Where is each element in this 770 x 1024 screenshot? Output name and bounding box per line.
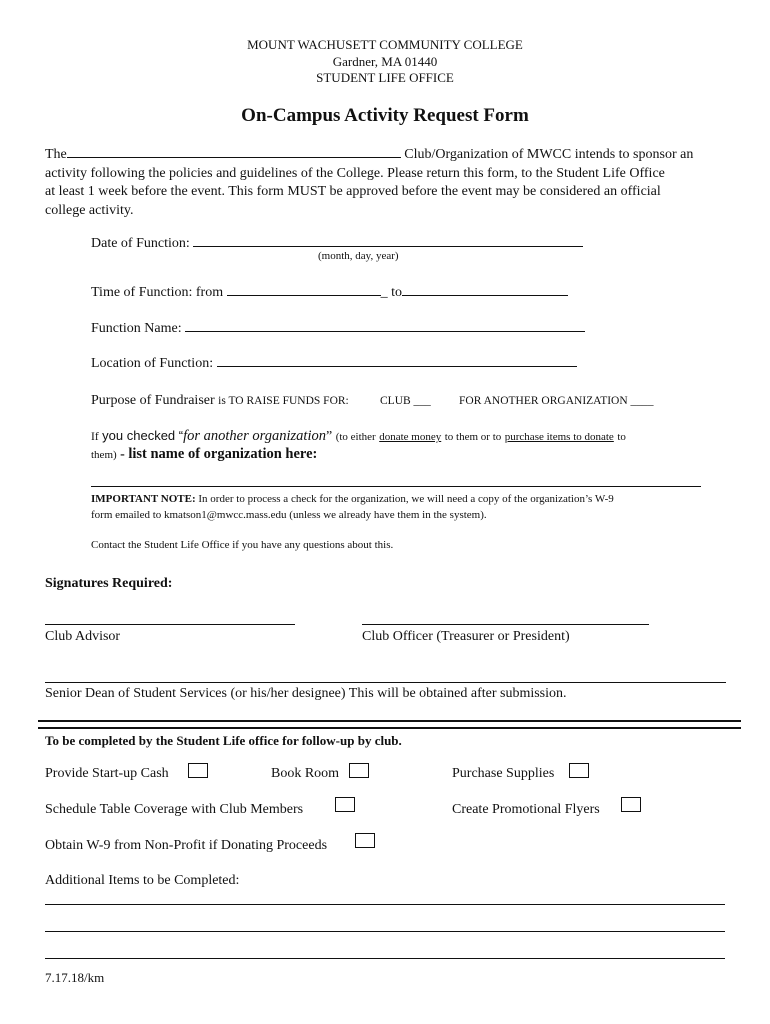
senior-dean-label: Senior Dean of Student Services (or his/her designee) This will be obtained after submission.: [45, 686, 567, 701]
checked-close-quote: ”: [325, 429, 333, 444]
intro-line-4: college activity.: [45, 202, 134, 218]
intro-line-1: [45, 143, 735, 165]
function-name-row: [91, 317, 585, 337]
purpose-other-option[interactable]: FOR ANOTHER ORGANIZATION ____: [459, 395, 654, 407]
footer-code: 7.17.18/km: [45, 970, 105, 985]
club-advisor-signature-line[interactable]: [45, 624, 295, 625]
checked-for-another: for another organization: [183, 428, 326, 444]
college-city: Gardner, MA 01440: [332, 54, 438, 69]
date-row: [91, 232, 583, 252]
location-field[interactable]: [217, 352, 577, 367]
org-name-line[interactable]: [91, 486, 701, 487]
checked-to: to: [617, 431, 626, 443]
checked-if: If: [91, 431, 99, 443]
checked-you-checked: you checked “: [102, 428, 184, 443]
time-from-label: Time of Function: from: [91, 285, 224, 300]
club-officer-label: Club Officer (Treasurer or President): [362, 629, 570, 644]
date-hint: (month, day, year): [318, 250, 399, 262]
checked-line-2: [91, 446, 317, 463]
intro-the: The: [45, 147, 67, 162]
startup-cash-checkbox[interactable]: [188, 763, 208, 778]
location-row: [91, 352, 577, 372]
club-advisor-label: Club Advisor: [45, 629, 121, 644]
promo-flyers-label: Create Promotional Flyers: [452, 802, 600, 817]
office-name: STUDENT LIFE OFFICE: [316, 70, 454, 85]
intro-line-3: at least 1 week before the event. This form MUST be approved before the event may be considered an official: [45, 184, 661, 199]
startup-cash-label: Provide Start-up Cash: [45, 766, 169, 781]
checked-dash: -: [120, 447, 125, 462]
note-line-1: [91, 493, 614, 505]
purpose-club-option[interactable]: CLUB ___: [380, 395, 431, 407]
function-name-field[interactable]: [185, 317, 585, 332]
intro-paragraph: [45, 143, 735, 220]
note-line-2: form emailed to kmatson1@mwcc.mass.edu (unless we already have them in the system).: [91, 509, 487, 521]
table-coverage-checkbox[interactable]: [335, 797, 355, 812]
checked-them: them): [91, 449, 117, 461]
date-label: Date of Function:: [91, 236, 190, 251]
w9-checkbox[interactable]: [355, 833, 375, 848]
time-row: [91, 281, 568, 301]
book-room-label: Book Room: [271, 766, 340, 781]
checked-either: (to either: [335, 431, 376, 443]
note-label: IMPORTANT NOTE:: [91, 493, 196, 505]
checked-purchase-items: purchase items to donate: [504, 431, 614, 443]
table-coverage-label: Schedule Table Coverage with Club Members: [45, 802, 304, 817]
time-to-label: _ to: [380, 285, 402, 300]
date-field[interactable]: [193, 232, 583, 247]
club-name-field[interactable]: [67, 143, 401, 158]
form-title: On-Campus Activity Request Form: [241, 105, 529, 126]
signatures-heading: Signatures Required:: [45, 576, 173, 591]
purpose-is-text: is TO RAISE FUNDS FOR:: [218, 395, 349, 407]
purchase-supplies-label: Purchase Supplies: [452, 766, 555, 781]
promo-flyers-checkbox[interactable]: [621, 797, 641, 812]
purpose-row: [91, 393, 349, 409]
additional-items-line-2[interactable]: [45, 931, 725, 932]
note-contact: Contact the Student Life Office if you have any questions about this.: [91, 539, 394, 551]
additional-items-line-3[interactable]: [45, 958, 725, 959]
function-name-label: Function Name:: [91, 321, 182, 336]
checked-line-1: [91, 428, 626, 445]
w9-label: Obtain W-9 from Non-Profit if Donating Proceeds: [45, 838, 328, 853]
section-divider: [38, 720, 741, 729]
checked-to-them-or-to: to them or to: [444, 431, 502, 443]
location-label: Location of Function:: [91, 356, 214, 371]
additional-items-label: Additional Items to be Completed:: [45, 873, 240, 888]
list-name-label: list name of organization here:: [128, 446, 318, 462]
intro-line-2: activity following the policies and guidelines of the College. Please return this form, to the Student Life Office: [45, 165, 665, 181]
club-officer-signature-line[interactable]: [362, 624, 649, 625]
checked-donate-money: donate money: [379, 431, 442, 443]
time-to-field[interactable]: [402, 281, 568, 296]
senior-dean-signature-line[interactable]: [45, 682, 726, 683]
purchase-supplies-checkbox[interactable]: [569, 763, 589, 778]
purpose-label: Purpose of Fundraiser: [91, 393, 215, 408]
time-from-field[interactable]: [227, 281, 381, 296]
followup-heading: To be completed by the Student Life office for follow-up by club.: [45, 733, 402, 748]
intro-club-suffix: Club/Organization of MWCC intends to sponsor an: [404, 147, 694, 162]
book-room-checkbox[interactable]: [349, 763, 369, 778]
additional-items-line-1[interactable]: [45, 904, 725, 905]
college-name: MOUNT WACHUSETT COMMUNITY COLLEGE: [247, 37, 523, 52]
note-text-1: In order to process a check for the organization, we will need a copy of the organization’s W-9: [198, 493, 614, 505]
